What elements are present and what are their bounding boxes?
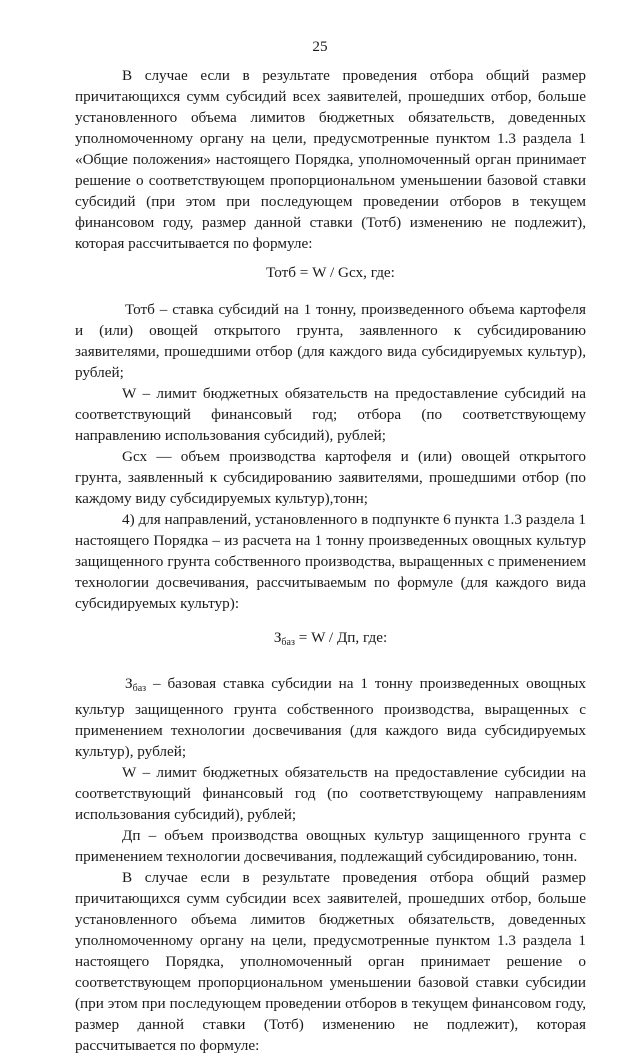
definition-dp: Дп – объем производства овощных культур защищенного грунта с применением технологии досвечивания, подлежащий субсидированию, тонн. bbox=[75, 827, 586, 865]
formula-zbaz-symbol: З bbox=[273, 629, 282, 646]
definition-gsx: Gсх — объем производства картофеля и (или) овощей открытого грунта, заявленный к субсидированию заявителями, прошедшими отбор (по каждому виду субсидируемых культур),тонн; bbox=[75, 448, 586, 507]
formula-totb: Тотб = W / Gсх, где: bbox=[266, 264, 395, 281]
definition-w-2: W – лимит бюджетных обязательств на предоставление субсидии на соответствующий финансовый год (по соответствующему направлениям использования субсидий), рублей; bbox=[75, 764, 586, 823]
formula-zbaz bbox=[75, 627, 586, 653]
definition-zbaz-subscript: баз bbox=[132, 683, 147, 694]
paragraph-reduction-rule-2: В случае если в результате проведения отбора общий размер причитающихся сумм субсидии всех заявителей, прошедших отбор, больше установленного объема лимитов бюджетных обязательств, доведенных уполномоченному органу на цели, предусмотренные пунктом 1.3 раздела 1 настоящего Порядка, уполномоченный орган принимает решение о соответствующем пропорциональном уменьшении базовой ставки субсидии (при этом при последующем проведении отборов в текущем финансовом году, размер данной ставки (Тотб) изменению не подлежит), которая рассчитывается по формуле: bbox=[75, 869, 586, 1054]
document-body bbox=[75, 65, 586, 1056]
formula-zbaz-subscript: баз bbox=[281, 637, 295, 648]
paragraph-reduction-rule: В случае если в результате проведения отбора общий размер причитающихся сумм субсидий всех заявителей, прошедших отбор, больше установленного объема лимитов бюджетных обязательств, доведенных уполномоченному органу на цели, предусмотренные пунктом 1.3 раздела 1 «Общие положения» настоящего Порядка, уполномоченный орган принимает решение о соответствующем пропорциональном уменьшении базовой ставки субсидий (при этом при последующем проведении отборов в текущем финансовом году, размер данной ставки (Тотб) изменению не подлежит), которая рассчитывается по формуле: bbox=[75, 67, 586, 252]
definition-w: W – лимит бюджетных обязательств на предоставление субсидий на соответствующий финансовый год; отбора (по соответствующему направлению использования субсидий), рублей; bbox=[75, 385, 586, 444]
list-item-4: 4) для направлений, установленного в подпункте 6 пункта 1.3 раздела 1 настоящего Порядка – из расчета на 1 тонну произведенных овощных культур защищенного грунта собственного производства, выращенных с применением технологии досвечивания, рассчитываемым по формуле (для каждого вида субсидируемых культур): bbox=[75, 511, 586, 612]
definition-zbaz bbox=[75, 673, 586, 762]
definition-zbaz-symbol: З bbox=[125, 675, 133, 692]
formula-zbaz-expression: = W / Дп, где: bbox=[294, 629, 388, 646]
definition-zbaz-text: – базовая ставка субсидии на 1 тонну произведенных овощных культур защищенного грунта собственного производства, выращенных с применением технологии досвечивания (для каждого вида субсидируемых культур), рублей; bbox=[75, 675, 586, 760]
page-number: 25 bbox=[312, 38, 328, 55]
definition-totb: Тотб – ставка субсидий на 1 тонну, произведенного объема картофеля и (или) овощей открытого грунта, заявленного к субсидированию заявителями, прошедшими отбор (для каждого вида субсидируемых культур), рублей; bbox=[75, 301, 586, 381]
